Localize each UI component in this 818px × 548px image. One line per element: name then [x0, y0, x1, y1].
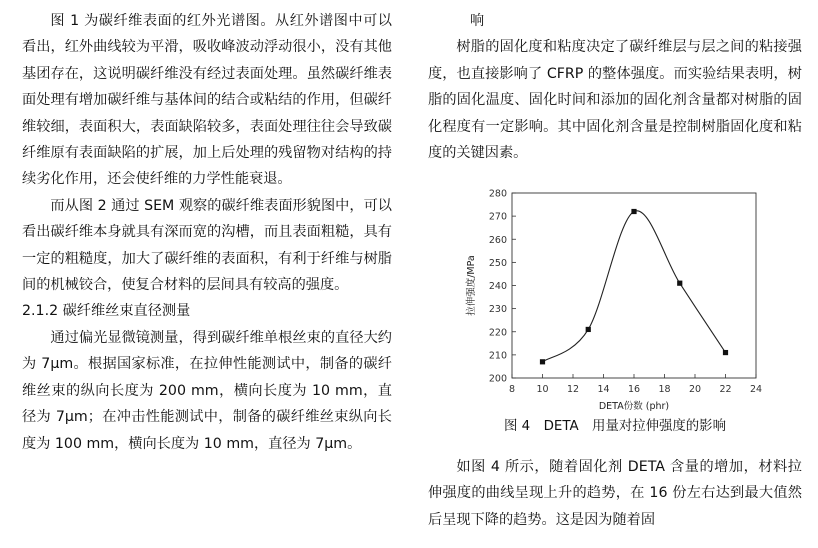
left-column — [22, 8, 392, 457]
right-fragment: 响 — [470, 13, 485, 29]
x-tick-label: 8 — [508, 384, 516, 395]
y-tick-label: 210 — [488, 350, 507, 362]
section-heading: 2.1.2 碳纤维丝束直径测量 — [22, 303, 191, 320]
chart-axes — [512, 193, 756, 378]
data-point — [586, 327, 591, 332]
x-axis-label: DETA份数 (phr) — [598, 401, 670, 412]
y-tick-label: 250 — [488, 257, 507, 269]
y-axis-label: 拉伸强度/MPa — [466, 255, 477, 316]
series-curve — [543, 211, 726, 362]
y-tick-label: 280 — [488, 188, 507, 200]
y-tick-label: 220 — [488, 327, 507, 339]
x-tick-label: 16 — [627, 384, 641, 395]
series-points — [540, 209, 728, 365]
right-column — [428, 8, 802, 166]
right-paragraph-1: 树脂的固化度和粘度决定了碳纤维层与层之间的粘接强度，也直接影响了 CFRP 的整体强度。而实验结果表明，树脂的固化温度、固化时间和添加的固化剂含量都对树脂的固化程度有一定影响。其中固化剂含量是控制树脂固化度和粘度的关键因素。 — [428, 39, 802, 162]
data-point — [631, 209, 636, 214]
plot-frame — [512, 193, 756, 378]
left-paragraph-2: 而从图 2 通过 SEM 观察的碳纤维表面形貌图中，可以看出碳纤维本身就具有深而宽的沟槽，而且表面粗糙，具有一定的粗糙度，加大了碳纤维的表面积，有利于纤维与树脂间的机械铰合，使复合材料的层间具有较高的强度。 — [22, 197, 392, 294]
chart-svg — [450, 183, 780, 413]
x-tick-label: 14 — [597, 384, 610, 395]
data-point — [540, 359, 545, 364]
y-tick-label: 230 — [488, 304, 507, 316]
data-point — [677, 281, 682, 286]
right-paragraph-2: 如图 4 所示，随着固化剂 DETA 含量的增加，材料拉伸强度的曲线呈现上升的趋势，在 16 份左右达到最大值然后呈现下降的趋势。这是因为随着固 — [428, 459, 802, 528]
data-point — [723, 350, 728, 355]
y-tick-label: 270 — [488, 211, 507, 223]
y-tick-label: 240 — [488, 281, 507, 292]
x-tick-label: 12 — [566, 384, 580, 395]
left-paragraph-3: 通过偏光显微镜测量，得到碳纤维单根丝束的直径大约为 7μm。根据国家标准，在拉伸性能测试中，制备的碳纤维丝束的纵向长度为 200 mm，横向长度为 10 mm，直径为 7μm；在冲击性能测试中，制备的碳纤维丝束纵向长度为 100 mm，横向长度为 10 mm，直径为 7μm。 — [22, 329, 392, 452]
y-tick-label: 200 — [488, 373, 507, 385]
right-bottom-text — [428, 454, 802, 533]
chart-ticks — [489, 189, 762, 396]
x-tick-label: 18 — [658, 384, 671, 395]
x-tick-label: 20 — [688, 384, 702, 395]
x-tick-label: 22 — [719, 384, 732, 395]
figure-4-chart — [450, 183, 780, 413]
y-tick-label: 260 — [488, 234, 507, 246]
x-tick-label: 24 — [749, 384, 763, 395]
left-paragraph-1: 图 1 为碳纤维表面的红外光谱图。从红外谱图中可以看出，红外曲线较为平滑，吸收峰波动浮动很小，没有其他基团存在，这说明碳纤维没有经过表面处理。虽然碳纤维表面处理有增加碳纤维与基体间的结合或粘结的作用，但碳纤维较细，表面积大，表面缺陷较多，表面处理往往会导致碳纤维原有表面缺陷的扩展，加上后处理的残留物对结构的持续劣化作用，还会使纤维的力学性能衰退。 — [22, 13, 392, 188]
figure-caption: 图 4 DETA 用量对拉伸强度的影响 — [504, 419, 726, 434]
x-tick-label: 10 — [536, 384, 549, 395]
